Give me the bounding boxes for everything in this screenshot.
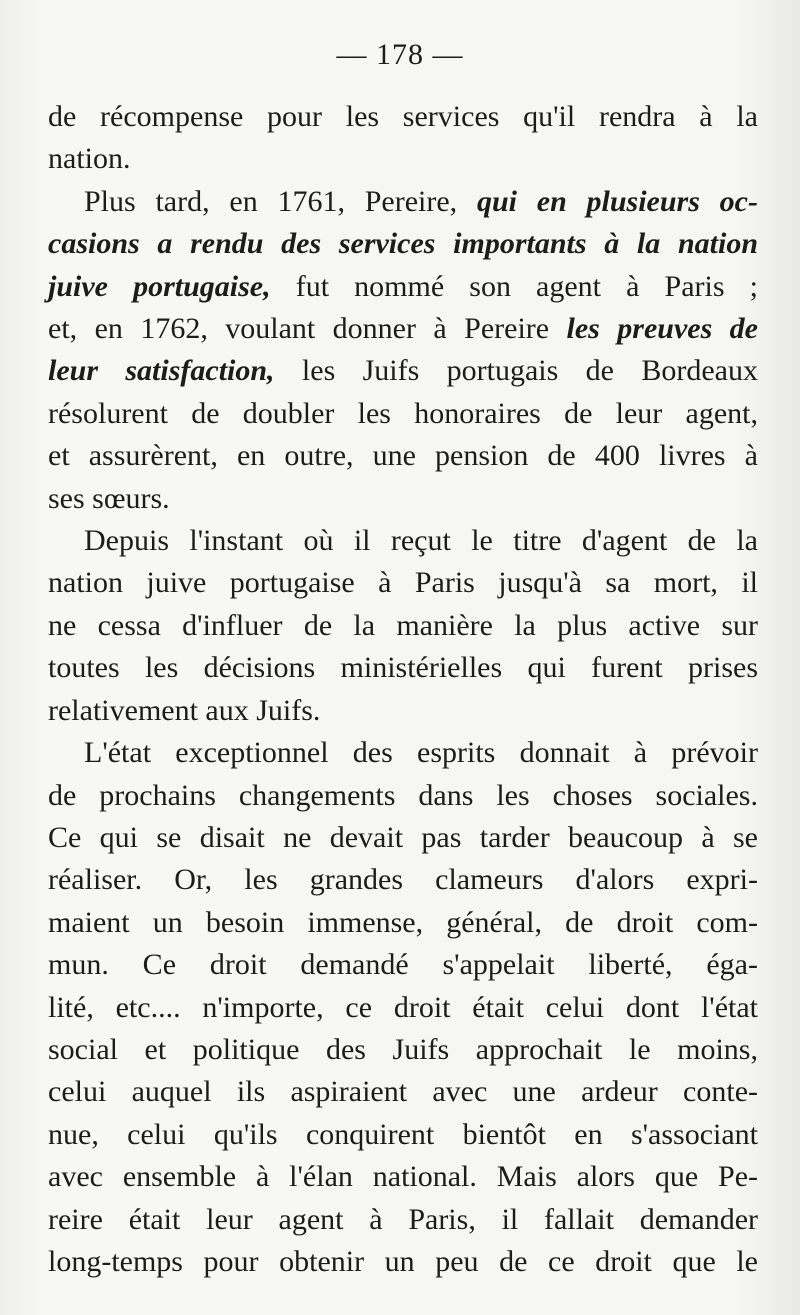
text-line (48, 1071, 758, 1113)
text-run: maient un besoin immense, général, de droit com- (48, 905, 758, 939)
text-line (48, 308, 758, 350)
text-line (48, 987, 758, 1029)
text-run: réaliser. Or, les grandes clameurs d'alors expri- (48, 863, 758, 897)
body-text (48, 96, 758, 1283)
text-run: social et politique des Juifs approchait le moins, (48, 1032, 758, 1066)
text-line (48, 944, 758, 986)
text-line (48, 1029, 758, 1071)
text-line (48, 435, 758, 477)
text-run: de récompense pour les services qu'il rendra à la (48, 100, 758, 133)
text-run: fut nommé son agent à Paris ; (270, 269, 758, 303)
text-run: les Juifs portugais de Bordeaux (274, 354, 758, 388)
text-run: mun. Ce droit demandé s'appelait liberté, éga- (48, 948, 758, 982)
text-line (48, 1156, 758, 1198)
text-line (48, 775, 758, 817)
text-line (48, 393, 758, 435)
text-line (48, 350, 758, 392)
text-run: et, en 1762, voulant donner à Pereire (48, 312, 567, 346)
text-line (48, 562, 758, 604)
text-line (48, 266, 758, 308)
text-run: avec ensemble à l'élan national. Mais alors que Pe- (48, 1160, 758, 1194)
italic-text: casions a rendu des services importants à la nation (48, 227, 758, 261)
italic-text: leur satisfaction, (48, 354, 275, 388)
text-run: Plus tard, en 1761, Pereire, (84, 184, 477, 218)
text-run: Ce qui se disait ne devait pas tarder beaucoup à se (48, 820, 758, 854)
text-run: résolurent de doubler les honoraires de leur agent, (48, 396, 758, 430)
text-run: nation juive portugaise à Paris jusqu'à sa mort, il (48, 566, 758, 600)
text-run: reire était leur agent à Paris, il fallait demander (48, 1202, 758, 1236)
text-run: lité, etc.... n'importe, ce droit était celui dont l'état (48, 990, 758, 1024)
text-run: Depuis l'instant où il reçut le titre d'agent de la (84, 524, 758, 558)
text-line (48, 138, 758, 180)
text-run: ne cessa d'influer de la manière la plus active sur (48, 608, 758, 642)
text-line (48, 647, 758, 689)
text-run: nation. (48, 142, 131, 176)
text-line (48, 96, 758, 138)
text-line (48, 223, 758, 265)
text-line (48, 520, 758, 562)
text-run: ses sœurs. (48, 481, 170, 515)
text-line (48, 817, 758, 859)
text-line (48, 902, 758, 944)
italic-text: les preuves de (566, 312, 758, 346)
text-run: de prochains changements dans les choses sociales. (48, 778, 758, 812)
text-line (48, 605, 758, 647)
text-line (48, 1241, 758, 1283)
text-line (48, 478, 758, 520)
text-run: et assurèrent, en outre, une pension de 400 livres à (48, 439, 758, 473)
text-line (48, 181, 758, 223)
text-line (48, 732, 758, 774)
italic-text: juive portugaise, (48, 269, 271, 303)
text-run: nue, celui qu'ils conquirent bientôt en s'associant (48, 1117, 758, 1151)
text-line (48, 690, 758, 732)
italic-text: qui en plusieurs oc- (476, 184, 758, 218)
text-run: relativement aux Juifs. (48, 693, 321, 727)
text-line (48, 859, 758, 901)
text-run: long-temps pour obtenir un peu de ce droit que le (48, 1244, 758, 1278)
text-line (48, 1114, 758, 1156)
text-run: toutes les décisions ministérielles qui furent prises (48, 651, 758, 685)
text-run: celui auquel ils aspiraient avec une ardeur conte- (48, 1075, 758, 1109)
text-run: L'état exceptionnel des esprits donnait à prévoir (84, 736, 758, 770)
page-number: — 178 — (336, 38, 464, 71)
text-line (48, 1199, 758, 1241)
